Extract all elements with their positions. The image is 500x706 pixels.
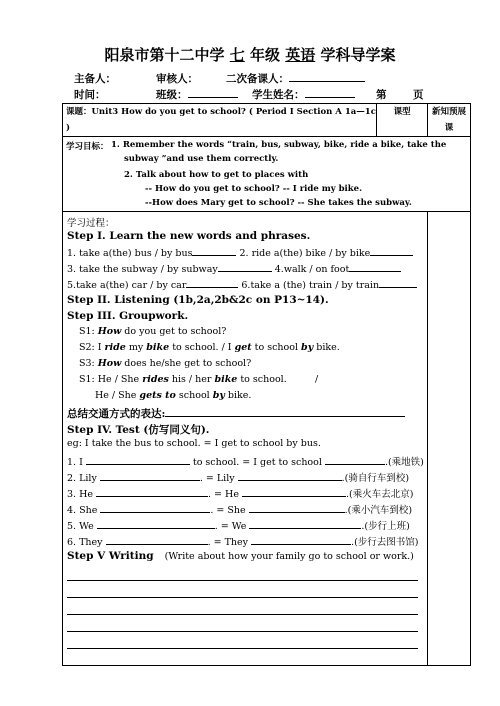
worksheet-table bbox=[62, 103, 471, 666]
phrase-4: 4.walk / on foot bbox=[271, 264, 350, 275]
dialog-s1-keyword: How bbox=[97, 326, 122, 337]
test-2-blank-b[interactable] bbox=[238, 471, 342, 481]
test-5-text-b: . = We bbox=[214, 521, 250, 532]
summary-field bbox=[67, 406, 405, 421]
test-5-blank-a[interactable] bbox=[97, 519, 215, 529]
dialog-s2-text-a: S2: I bbox=[79, 342, 105, 353]
test-1-hint: .(乘地铁) bbox=[384, 457, 424, 468]
dialog-s1 bbox=[79, 326, 226, 337]
test-item-2 bbox=[67, 470, 409, 484]
test-3-hint: .(乘火车去北京) bbox=[345, 489, 414, 500]
dialog-s1c-text-c: bike. bbox=[224, 390, 252, 401]
second-preparer-field bbox=[226, 71, 365, 86]
dialog-s2-kw-by: by bbox=[301, 342, 314, 353]
dialog-s2-text-d: to school bbox=[251, 342, 302, 353]
phrase-5: 5.take a(the) car / by car bbox=[67, 280, 187, 291]
dialog-s2-text-e: bike. bbox=[313, 342, 340, 353]
test-3-blank-a[interactable] bbox=[96, 487, 208, 497]
process-label: 学习过程： bbox=[67, 218, 115, 229]
dialog-s1c-text-a: He / She bbox=[95, 390, 140, 401]
step-4-heading: Step IV. Test (仿写同义句). bbox=[67, 424, 210, 436]
step-3-heading: Step III. Groupwork. bbox=[67, 310, 189, 322]
test-6-text-a: 6. They bbox=[67, 537, 106, 548]
dialog-s1-text: do you get to school? bbox=[121, 326, 227, 337]
test-3-blank-b[interactable] bbox=[242, 487, 346, 497]
goal-2-example-1: -- How do you get to school? -- I ride my bike. bbox=[145, 184, 363, 194]
second-preparer-label: 二次备课人： bbox=[226, 73, 289, 85]
time-label: 时间： bbox=[74, 89, 106, 101]
writing-line-5[interactable] bbox=[67, 648, 418, 649]
second-preparer-blank[interactable] bbox=[289, 72, 365, 82]
test-4-blank-a[interactable] bbox=[100, 503, 210, 513]
test-6-blank-a[interactable] bbox=[106, 535, 208, 545]
writing-line-2[interactable] bbox=[67, 597, 418, 598]
dialog-s1c-kw-gets: gets to bbox=[139, 390, 176, 401]
dialog-s3-text: does he/she get to school? bbox=[121, 358, 252, 369]
preparer-label: 主备人： bbox=[74, 73, 116, 85]
lesson-type-value: 新知预展课 bbox=[428, 104, 471, 137]
meta-row-1 bbox=[74, 71, 116, 86]
blank-phrase-1[interactable] bbox=[192, 246, 236, 256]
header-row bbox=[63, 104, 471, 137]
dialog-s1c-kw-by: by bbox=[212, 390, 225, 401]
dialog-s2-text-c: to school. / I bbox=[169, 342, 235, 353]
step-5-heading: Step V Writing bbox=[67, 550, 154, 562]
goal-2: 2. Talk about how to get to places with bbox=[124, 170, 309, 180]
summary-blank[interactable] bbox=[165, 407, 405, 417]
writing-line-1[interactable] bbox=[67, 580, 418, 581]
dialog-s2 bbox=[79, 342, 340, 353]
dialog-s1b-text-b: his / her bbox=[168, 374, 215, 385]
dialog-s1b-text-a: S1: He / She bbox=[79, 374, 143, 385]
school-name: 阳泉市第十二中学 bbox=[104, 46, 230, 64]
writing-line-4[interactable] bbox=[67, 631, 418, 632]
page-title bbox=[0, 44, 500, 65]
test-6-blank-b[interactable] bbox=[251, 535, 351, 545]
class-label: 班级： bbox=[156, 89, 188, 101]
test-3-text-b: . = He bbox=[208, 489, 242, 500]
page-label: 页 bbox=[413, 89, 424, 101]
student-field bbox=[252, 87, 355, 102]
blank-phrase-5[interactable] bbox=[186, 278, 238, 288]
grade-label: 年级 bbox=[244, 46, 286, 64]
test-3-text-a: 3. He bbox=[67, 489, 97, 500]
goal-1: 1. Remember the words “train, bus, subway, bike, ride a bike, take the bbox=[111, 140, 447, 150]
test-2-blank-a[interactable] bbox=[100, 471, 200, 481]
phrase-1: 1. take a(the) bus / by bus bbox=[67, 248, 193, 259]
notes-column[interactable] bbox=[428, 212, 471, 666]
dialog-slash: / bbox=[315, 374, 319, 385]
test-1-text-a: 1. I bbox=[67, 457, 86, 468]
dialog-s1c-text-b: school bbox=[175, 390, 213, 401]
dialog-s1b-kw-rides: rides bbox=[142, 374, 169, 385]
reviewer-label: 审核人： bbox=[156, 73, 198, 85]
test-1-blank-a[interactable] bbox=[86, 455, 190, 465]
phrase-row-3 bbox=[67, 278, 417, 291]
dialog-s3 bbox=[79, 358, 251, 369]
dialog-s3-keyword: How bbox=[97, 358, 122, 369]
test-4-hint: .(乘小汽车到校) bbox=[344, 505, 413, 516]
phrase-row-1 bbox=[67, 246, 413, 259]
learning-goals bbox=[63, 137, 471, 212]
topic-cell: 课题：Unit3 How do you get to school? ( Period I Section A 1a—1c ) bbox=[63, 104, 377, 137]
page-number-label: 第 bbox=[376, 89, 387, 101]
test-1-text-b: to school. = I get to school bbox=[189, 457, 325, 468]
phrase-row-2 bbox=[67, 262, 401, 275]
summary-label: 总结交通方式的表达: bbox=[67, 408, 166, 420]
dialog-s1-speaker: S1: bbox=[79, 326, 98, 337]
step-5 bbox=[67, 550, 414, 562]
goal-1-cont: subway ”and use them correctly. bbox=[124, 154, 279, 164]
test-1-blank-b[interactable] bbox=[325, 455, 385, 465]
blank-phrase-4[interactable] bbox=[349, 262, 401, 272]
student-label: 学生姓名： bbox=[252, 89, 305, 101]
student-blank[interactable] bbox=[305, 88, 355, 98]
dialog-s1-answer bbox=[79, 374, 287, 385]
dialog-s1b-kw-bike: bike bbox=[214, 374, 238, 385]
dialog-s2-text-b: my bbox=[125, 342, 147, 353]
goals-label: 学习目标： bbox=[66, 142, 109, 152]
dialog-s3-speaker: S3: bbox=[79, 358, 98, 369]
step-2-heading: Step II. Listening (1b,2a,2b&2c on P13~14). bbox=[67, 294, 329, 306]
test-4-text-b: . = She bbox=[210, 505, 249, 516]
blank-phrase-6[interactable] bbox=[379, 278, 417, 288]
test-item-3 bbox=[67, 486, 413, 500]
blank-phrase-3[interactable] bbox=[218, 262, 272, 272]
phrase-6: 6.take a (the) train / by train bbox=[238, 280, 380, 291]
grade: 七 bbox=[229, 46, 245, 64]
step-5-note: (Write about how your family go to school or work.) bbox=[164, 551, 414, 562]
test-item-6 bbox=[67, 534, 418, 548]
test-item-5 bbox=[67, 518, 410, 532]
dialog-s2-kw-ride: ride bbox=[104, 342, 126, 353]
dialog-s1b-text-c: to school. bbox=[237, 374, 287, 385]
phrase-2: 2. ride a(the) bike / by bike bbox=[236, 248, 371, 259]
dialog-s2-kw-get: get bbox=[234, 342, 252, 353]
phrase-3: 3. take the subway / by subway bbox=[67, 264, 218, 275]
goal-2-example-2: --How does Mary get to school? -- She takes the subway. bbox=[145, 198, 412, 208]
class-blank[interactable] bbox=[188, 88, 238, 98]
test-4-blank-b[interactable] bbox=[249, 503, 345, 513]
test-5-hint: .(步行上班) bbox=[361, 521, 410, 532]
test-6-hint: .(步行去图书馆) bbox=[351, 537, 419, 548]
test-6-text-b: . = They bbox=[207, 537, 252, 548]
writing-line-3[interactable] bbox=[67, 614, 418, 615]
subject: 英语 bbox=[285, 46, 316, 64]
blank-phrase-2[interactable] bbox=[370, 246, 413, 256]
dialog-s1-answer-alt bbox=[95, 390, 251, 401]
test-2-text-a: 2. Lily bbox=[67, 473, 100, 484]
test-2-hint: .(骑自行车到校) bbox=[341, 473, 410, 484]
title-suffix: 学科导学案 bbox=[315, 46, 396, 64]
test-2-text-b: . = Lily bbox=[199, 473, 238, 484]
learning-process bbox=[63, 212, 428, 666]
test-4-text-a: 4. She bbox=[67, 505, 101, 516]
step-1-heading: Step I. Learn the new words and phrases. bbox=[67, 230, 311, 242]
test-item-1 bbox=[67, 454, 424, 468]
dialog-s2-kw-bike: bike bbox=[146, 342, 170, 353]
class-field bbox=[156, 87, 238, 102]
test-5-text-a: 5. We bbox=[67, 521, 97, 532]
test-item-4 bbox=[67, 502, 412, 516]
test-example: eg: I take the bus to school. = I get to school by bus. bbox=[67, 438, 321, 449]
test-5-blank-b[interactable] bbox=[249, 519, 361, 529]
lesson-type-label: 课型 bbox=[377, 104, 428, 137]
